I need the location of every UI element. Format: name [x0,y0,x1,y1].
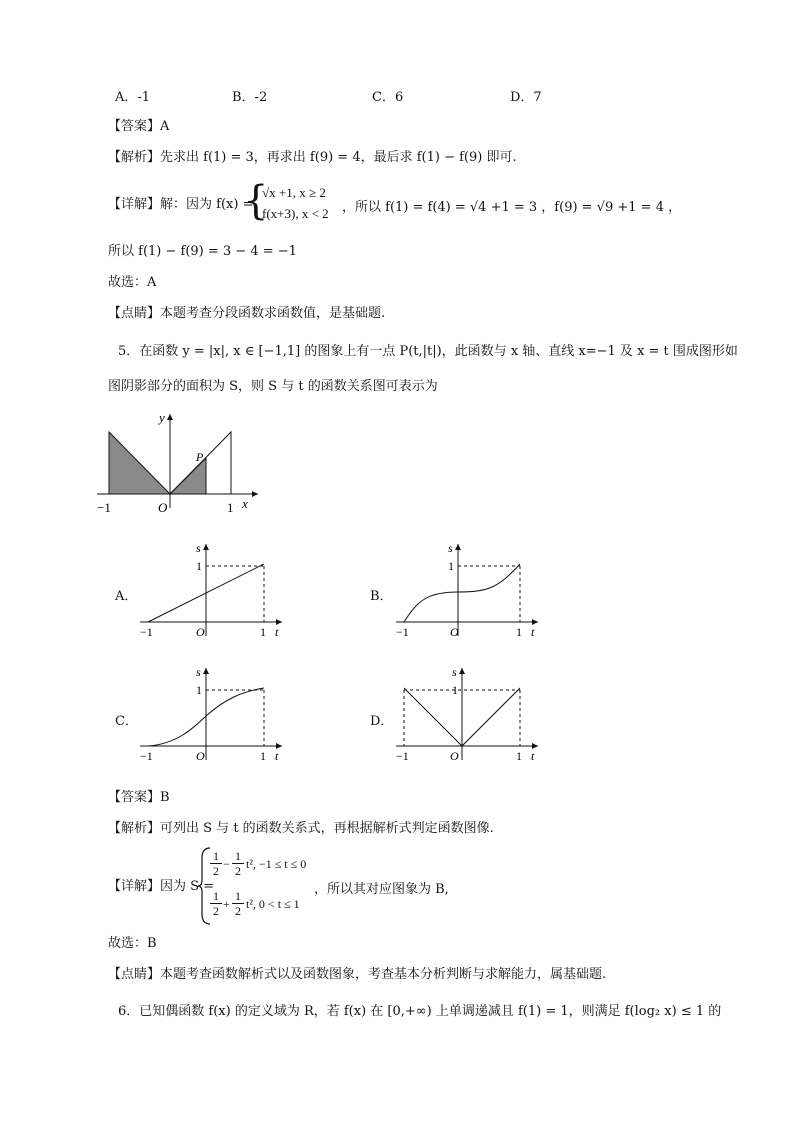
q4-detail-line2: 所以 f(1) − f(9) = 3 − 4 = −1 [108,244,297,259]
s-one-label: 1 [196,559,202,573]
q5-figure [92,408,272,520]
q5-comment-row [108,966,606,984]
piecewise-case-1: √x +1, x ≥ 2 [262,185,326,200]
t-label: t [531,625,535,639]
comment-text: 本题考查分段函数求函数值，是基础题. [160,306,386,321]
comment-text: 本题考查函数解析式以及函数图象，考查基本分析判断与求解能力，属基础题. [160,967,607,982]
left-shaded-region [109,432,170,494]
choice-a-graph [136,540,286,640]
case2-frac1 [210,889,222,918]
case2-frac1-num: 1 [213,889,219,903]
case1-minus: − [223,857,230,871]
s-one-label: 1 [196,683,202,697]
case2-frac2-num: 1 [235,889,241,903]
piecewise-brace: { [243,178,269,224]
detail-post: ，所以其对应图象为 B, [314,882,449,897]
detail-tag: 【详解】 [108,197,161,212]
case1-frac1-den: 2 [210,863,222,878]
q4-comment-row [108,305,385,323]
q5-choose: 故选：B [108,936,157,951]
t-label: t [275,625,279,639]
detail-pre: 因为 S = [160,879,215,894]
origin-label: O [450,625,459,639]
s-label: s [448,541,453,555]
answer-value: B [160,790,170,805]
q4-answer-row [108,118,169,136]
choice-d-label: D． [370,714,394,729]
neg1-label: −1 [140,625,153,639]
option-a: A．-1 [115,90,151,105]
choice-c-graph [136,664,286,764]
option-d: D．7 [510,90,542,105]
t-label: t [531,749,535,763]
detail-tag: 【详解】 [108,879,161,894]
q5-stem-line2: 图阴影部分的面积为 S，则 S 与 t 的函数关系图可表示为 [108,379,438,394]
case1-frac2-den: 2 [232,863,244,878]
t-label: t [275,749,279,763]
origin-label: O [196,625,205,639]
comment-tag: 【点睛】 [108,967,161,982]
q5-analysis-row [108,820,494,838]
case1-frac2 [232,849,244,878]
graph-curve [404,564,520,622]
option-b: B．-2 [232,90,268,105]
neg1-label: −1 [396,625,409,639]
t-one-label: 1 [260,625,266,639]
s-label: s [196,665,201,679]
case2-rest: t², 0 < t ≤ 1 [246,897,300,911]
piecewise-case-2: f(x+3), x < 2 [262,206,329,221]
analysis-text: 可列出 S 与 t 的函数关系式，再根据解析式判定函数图像. [160,821,494,836]
s-one-label: 1 [452,683,458,697]
origin-label: O [450,749,459,763]
case1-frac1-num: 1 [213,849,219,863]
neg1-label: −1 [97,500,111,515]
answer-tag: 【答案】 [108,790,161,805]
s-one-label: 1 [448,559,454,573]
case1-frac1 [210,849,222,878]
s-label: s [196,541,201,555]
answer-value: A [160,119,170,134]
option-c: C．6 [372,90,404,105]
choice-d-graph [392,664,542,764]
origin-label: O [196,749,205,763]
choice-c-label: C． [115,714,138,729]
q4-detail-row [108,196,253,214]
case1-frac2-num: 1 [235,849,241,863]
t-one-label: 1 [516,749,522,763]
point-p-label: P [196,450,204,464]
y-label: y [159,410,165,425]
origin-label: O [158,500,168,515]
neg1-label: −1 [140,749,153,763]
choice-b-label: B． [370,589,393,604]
q4-analysis-row [108,149,517,167]
s-label: s [452,665,457,679]
analysis-tag: 【解析】 [108,821,161,836]
one-label: 1 [227,500,234,515]
case2-frac1-den: 2 [210,903,222,918]
t-one-label: 1 [260,749,266,763]
q6-stem: 6．已知偶函数 f(x) 的定义域为 R，若 f(x) 在 [0,+∞) 上单调递减且 f(1) = 1，则满足 f(log₂ x) ≤ 1 的 [118,1004,722,1019]
neg1-label: −1 [396,749,409,763]
case2-frac2-den: 2 [232,903,244,918]
detail-pre: 解：因为 f(x) = [160,197,254,212]
comment-tag: 【点睛】 [108,306,161,321]
analysis-text: 先求出 f(1) = 3，再求出 f(9) = 4，最后求 f(1) − f(9) 即可. [160,150,517,165]
choice-a-label: A． [115,589,138,604]
x-label: x [242,496,248,511]
t-one-label: 1 [516,625,522,639]
choice-b-graph [392,540,542,640]
case2-frac2 [232,889,244,918]
q4-choose: 故选：A [108,275,157,290]
q5-stem-line1: 5．在函数 y = |x|, x ∈ [−1,1] 的图象上有一点 P(t,|t|)，此函数与 x 轴、直线 x=−1 及 x = t 围成图形如 [118,344,738,359]
detail-post: ，所以 f(1) = f(4) = √4 +1 = 3 ，f(9) = √9 +1 = 4 ， [342,200,682,215]
q5-answer-row [108,789,170,807]
answer-tag: 【答案】 [108,119,161,134]
case2-plus: + [223,897,230,911]
analysis-tag: 【解析】 [108,150,161,165]
case1-rest: t², −1 ≤ t ≤ 0 [246,857,307,871]
